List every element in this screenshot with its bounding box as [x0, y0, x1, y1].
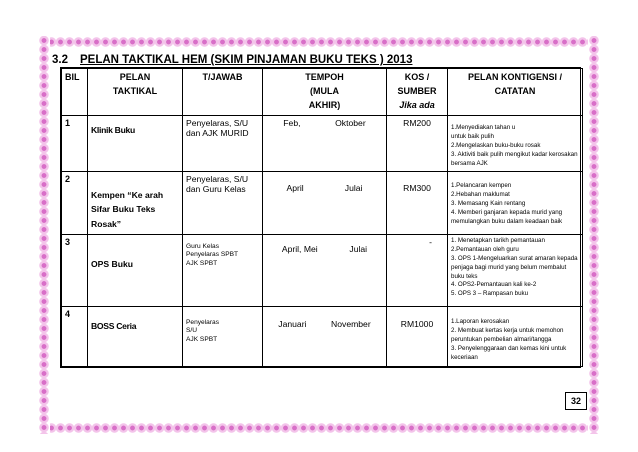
- page-title: [52, 54, 412, 66]
- header-tempoh-line3: AKHIR): [308, 99, 341, 110]
- header-kos-line1: KOS /: [404, 72, 430, 82]
- table-header-row: [62, 69, 583, 116]
- program-name-line: Kempen “Ke arah: [91, 189, 164, 200]
- kos-value: RM300: [403, 182, 431, 193]
- section-number: 3.2: [52, 54, 68, 66]
- header-tempoh: [263, 69, 387, 116]
- plan-line: 2.Mengelaskan buku-buku rosak: [451, 141, 541, 149]
- row-plan: [448, 171, 583, 234]
- plan-line: 4. OPS2-Pemantauan kali ke-2: [451, 281, 537, 289]
- tempoh-start: April: [286, 182, 304, 193]
- decorative-border-left: [38, 36, 50, 434]
- title-text: PELAN TAKTIKAL HEM (SKIM PINJAMAN BUKU TEKS ) 2013: [80, 54, 413, 66]
- decorative-border-top: [38, 36, 600, 48]
- plan-line: 2. Membuat kertas kerja untuk memohon peruntukan pembelian almari/tangga: [451, 326, 564, 343]
- plan-line: 3. Aktiviti baik pulih mengikut kadar kerosakan bersama AJK: [451, 150, 578, 167]
- tjawab-line: Penyelaras SPBT: [186, 251, 239, 259]
- row-program: [88, 306, 183, 366]
- plan-line: 2.Pemantauan oleh guru: [451, 245, 519, 253]
- row-tjawab: [183, 171, 263, 234]
- header-pelan-line1: PELAN: [119, 72, 151, 82]
- tempoh-start: Feb,: [283, 117, 301, 128]
- row-plan: [448, 306, 583, 366]
- plan-line: 1.Laporan kerosakan: [451, 317, 510, 325]
- tempoh-end: Oktober: [335, 117, 366, 128]
- row-tjawab: [183, 115, 263, 171]
- tjawab-line: dan AJK MURID: [186, 128, 249, 139]
- program-name: Klinik Buku: [91, 124, 135, 135]
- plan-line: 4. Memberi ganjaran kepada murid yang memulangkan buku dalam keadaan baik: [451, 208, 563, 225]
- tjawab-line: AJK SPBT: [186, 260, 218, 268]
- tjawab-line: Penyelaras, S/U: [186, 173, 249, 184]
- row-tjawab: [183, 306, 263, 366]
- tjawab-line: Penyelaras: [186, 318, 219, 326]
- tjawab-line: dan Guru Kelas: [186, 184, 246, 195]
- header-tempoh-line2: (MULA: [310, 85, 339, 96]
- header-plan-line2: CATATAN: [494, 85, 536, 96]
- row-plan: [448, 115, 583, 171]
- kos-value: -: [429, 236, 432, 247]
- table-row: [62, 171, 583, 234]
- row-program: [88, 171, 183, 234]
- row-tempoh: [263, 234, 387, 306]
- header-kos: [387, 69, 448, 116]
- tjawab-line: S/U: [186, 327, 197, 335]
- tempoh-end: Julai: [344, 182, 363, 193]
- row-bil: 2: [62, 171, 88, 234]
- row-plan: [448, 234, 583, 306]
- tempoh-end: November: [331, 318, 371, 329]
- table-row: [62, 234, 583, 306]
- decorative-border-right: [588, 36, 600, 434]
- row-bil: 4: [62, 306, 88, 366]
- plan-line: 1.Pelancaran kempen: [451, 181, 512, 189]
- row-tjawab: [183, 234, 263, 306]
- tempoh-start: April, Mei: [281, 243, 318, 254]
- tjawab-line: AJK SPBT: [186, 336, 218, 344]
- plan-line: 3. Memasang Kain rentang: [451, 199, 526, 207]
- row-program: [88, 234, 183, 306]
- plan-line: 5. OPS 3 – Rampasan buku: [451, 290, 529, 298]
- decorative-border-bottom: [38, 422, 600, 434]
- plan-line: 3. Penyelenggaraan dan kemas kini untuk keceriaan: [451, 344, 567, 361]
- row-kos: [387, 171, 448, 234]
- plan-line: untuk baik pulih: [451, 132, 494, 140]
- program-name-line: Sifar Buku Teks: [91, 204, 156, 215]
- header-pelan-line2: TAKTIKAL: [112, 85, 158, 96]
- plan-line: 1. Menetapkan tarikh pemantauan: [451, 236, 545, 244]
- header-kos-line3: Jika ada: [399, 99, 435, 110]
- plan-line: 2.Hebahan maklumat: [451, 190, 510, 198]
- header-kos-line2: SUMBER: [397, 85, 437, 96]
- page-number: 32: [565, 392, 587, 410]
- tjawab-line: Penyelaras, S/U: [186, 117, 249, 128]
- tempoh-end: Julai: [349, 243, 368, 254]
- tjawab-line: Guru Kelas: [186, 242, 219, 250]
- header-plan: [448, 69, 583, 116]
- tactical-plan-table: [60, 67, 581, 368]
- row-kos: RM200: [387, 115, 448, 171]
- program-name: OPS Buku: [91, 258, 134, 269]
- header-tjawab: T/JAWAB: [183, 69, 263, 116]
- header-tempoh-line1: TEMPOH: [305, 72, 344, 82]
- row-bil: 3: [62, 234, 88, 306]
- row-tempoh: [263, 171, 387, 234]
- header-pelan: [88, 69, 183, 116]
- row-program: [88, 115, 183, 171]
- header-bil: BIL: [62, 69, 88, 116]
- table-row: [62, 306, 583, 366]
- row-kos: [387, 234, 448, 306]
- header-plan-line1: PELAN KONTIGENSI /: [467, 72, 562, 82]
- tempoh-start: Januari: [278, 318, 307, 329]
- plan-line: 1.Menyediakan tahan u: [451, 123, 516, 131]
- row-tempoh: [263, 306, 387, 366]
- row-tempoh: [263, 115, 387, 171]
- table-row: [62, 115, 583, 171]
- plan-line: 3. OPS 1-Mengeluarkan surat amaran kepada penjaga bagi murid yang belum membalut buku teks: [451, 254, 578, 280]
- kos-value: RM1000: [400, 318, 434, 329]
- row-kos: [387, 306, 448, 366]
- row-bil: 1: [62, 115, 88, 171]
- program-name: BOSS Ceria: [91, 320, 137, 331]
- program-name-line: Rosak”: [91, 218, 122, 229]
